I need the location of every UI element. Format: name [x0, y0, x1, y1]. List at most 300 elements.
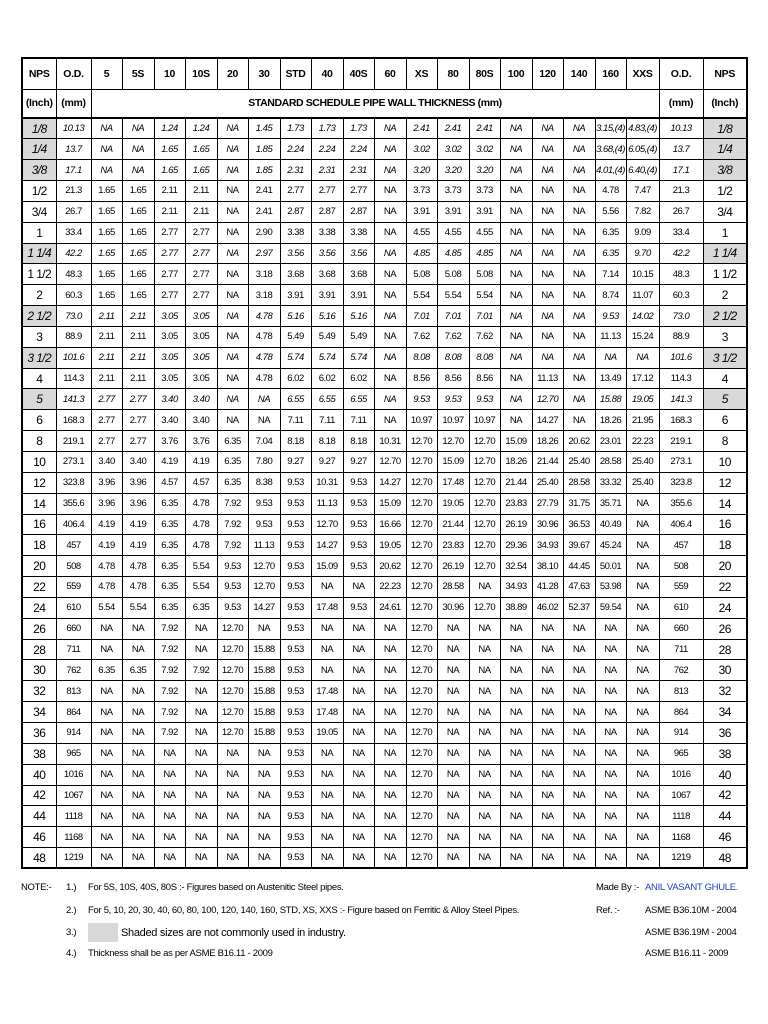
- table-cell: 3.68: [343, 264, 374, 285]
- table-cell: 1.65: [122, 264, 154, 285]
- nps-cell: 48: [703, 848, 747, 869]
- table-cell: 20.62: [563, 431, 595, 452]
- nps-cell: 38: [22, 743, 56, 764]
- table-cell: NA: [532, 118, 563, 139]
- table-cell: 5.08: [437, 264, 469, 285]
- table-cell: 9.53: [280, 577, 311, 598]
- table-cell: NA: [185, 785, 217, 806]
- table-cell: 12.70: [469, 431, 500, 452]
- nps-cell: 1/8: [703, 118, 747, 139]
- table-cell: 9.27: [280, 452, 311, 473]
- table-cell: 2.41: [248, 181, 280, 202]
- table-cell: NA: [91, 743, 122, 764]
- table-cell: NA: [217, 326, 248, 347]
- nps-cell: 38: [703, 743, 747, 764]
- table-cell: 28.58: [437, 577, 469, 598]
- table-cell: NA: [469, 618, 500, 639]
- table-cell: 3.20: [469, 160, 500, 181]
- table-cell: NA: [563, 618, 595, 639]
- nps-unit-left: (Inch): [22, 89, 56, 118]
- table-cell: NA: [248, 764, 280, 785]
- table-cell: 8.56: [437, 368, 469, 389]
- table-cell: 26.7: [56, 201, 91, 222]
- table-cell: NA: [563, 764, 595, 785]
- nps-cell: 36: [22, 722, 56, 743]
- made-by-label: Made By :-: [596, 882, 639, 893]
- table-cell: NA: [563, 806, 595, 827]
- table-cell: 355.6: [56, 493, 91, 514]
- nps-cell: 6: [22, 410, 56, 431]
- table-cell: 1.65: [185, 139, 217, 160]
- table-cell: NA: [91, 827, 122, 848]
- table-cell: NA: [626, 618, 659, 639]
- table-cell: NA: [217, 160, 248, 181]
- table-cell: 406.4: [659, 514, 703, 535]
- table-cell: NA: [626, 848, 659, 869]
- table-cell: 508: [56, 556, 91, 577]
- table-cell: NA: [311, 785, 343, 806]
- table-cell: 7.11: [343, 410, 374, 431]
- table-cell: 5.74: [343, 347, 374, 368]
- table-cell: NA: [217, 201, 248, 222]
- table-cell: 2.11: [122, 347, 154, 368]
- table-cell: 12.70: [406, 660, 437, 681]
- table-cell: 15.88: [248, 702, 280, 723]
- table-cell: 9.53: [280, 493, 311, 514]
- table-cell: NA: [626, 827, 659, 848]
- table-cell: 4.78: [91, 577, 122, 598]
- table-cell: 19.05: [311, 722, 343, 743]
- table-cell: 19.05: [626, 389, 659, 410]
- table-cell: 7.92: [154, 681, 185, 702]
- table-cell: 6.55: [343, 389, 374, 410]
- table-row: [22, 160, 747, 181]
- table-cell: 7.92: [185, 660, 217, 681]
- nps-cell: 16: [703, 514, 747, 535]
- table-cell: 762: [659, 660, 703, 681]
- table-cell: NA: [374, 139, 406, 160]
- table-cell: 33.4: [56, 222, 91, 243]
- table-cell: 5.56: [595, 201, 626, 222]
- table-cell: NA: [91, 160, 122, 181]
- table-cell: 2.77: [91, 410, 122, 431]
- table-cell: 2.77: [311, 181, 343, 202]
- table-cell: NA: [563, 827, 595, 848]
- table-cell: 11.13: [248, 535, 280, 556]
- table-cell: 2.87: [343, 201, 374, 222]
- nps-cell: 5: [703, 389, 747, 410]
- table-cell: 3.68: [311, 264, 343, 285]
- table-cell: 27.79: [532, 493, 563, 514]
- table-cell: 2.77: [280, 181, 311, 202]
- table-cell: NA: [563, 410, 595, 431]
- table-cell: 34.93: [532, 535, 563, 556]
- column-header: NPS: [22, 58, 56, 89]
- table-cell: NA: [532, 681, 563, 702]
- table-cell: NA: [532, 181, 563, 202]
- table-cell: 12.70: [406, 514, 437, 535]
- table-cell: 19.05: [437, 493, 469, 514]
- table-cell: 5.54: [185, 556, 217, 577]
- table-cell: NA: [469, 722, 500, 743]
- table-cell: NA: [532, 326, 563, 347]
- table-cell: 10.97: [469, 410, 500, 431]
- table-cell: 12.70: [469, 535, 500, 556]
- table-cell: 9.53: [280, 514, 311, 535]
- table-cell: 3.76: [185, 431, 217, 452]
- nps-cell: 12: [703, 472, 747, 493]
- table-cell: NA: [217, 368, 248, 389]
- table-cell: 3.02: [469, 139, 500, 160]
- table-cell: NA: [374, 764, 406, 785]
- table-cell: 25.40: [563, 452, 595, 473]
- table-row: [22, 556, 747, 577]
- table-cell: NA: [374, 201, 406, 222]
- table-cell: 12.70: [406, 681, 437, 702]
- nps-cell: 8: [22, 431, 56, 452]
- table-cell: 7.14: [595, 264, 626, 285]
- table-cell: NA: [374, 681, 406, 702]
- table-cell: 22.23: [626, 431, 659, 452]
- table-cell: NA: [563, 785, 595, 806]
- table-cell: 2.11: [122, 306, 154, 327]
- column-header: O.D.: [659, 58, 703, 89]
- table-cell: NA: [343, 618, 374, 639]
- table-cell: NA: [500, 764, 532, 785]
- table-cell: NA: [626, 535, 659, 556]
- nps-cell: 28: [22, 639, 56, 660]
- table-cell: 2.11: [185, 201, 217, 222]
- column-header: STD: [280, 58, 311, 89]
- table-cell: 11.07: [626, 285, 659, 306]
- table-cell: 3.05: [154, 306, 185, 327]
- table-cell: 4.78: [185, 535, 217, 556]
- table-cell: 2.77: [154, 264, 185, 285]
- nps-cell: 8: [703, 431, 747, 452]
- table-cell: NA: [185, 639, 217, 660]
- table-cell: 6.35: [595, 222, 626, 243]
- table-cell: 559: [659, 577, 703, 598]
- notes-label: NOTE:-: [21, 882, 52, 893]
- table-cell: 4.19: [91, 514, 122, 535]
- nps-cell: 22: [22, 577, 56, 598]
- table-cell: 3.15,(4): [595, 118, 626, 139]
- table-cell: 3.56: [311, 243, 343, 264]
- table-cell: NA: [469, 743, 500, 764]
- table-cell: 2.87: [280, 201, 311, 222]
- table-cell: 114.3: [659, 368, 703, 389]
- table-cell: NA: [500, 222, 532, 243]
- column-header: 160: [595, 58, 626, 89]
- table-cell: NA: [91, 702, 122, 723]
- table-cell: 15.88: [248, 722, 280, 743]
- table-cell: 4.78: [248, 347, 280, 368]
- nps-cell: 34: [22, 702, 56, 723]
- table-cell: NA: [217, 264, 248, 285]
- table-cell: 5.74: [311, 347, 343, 368]
- column-header: 5: [91, 58, 122, 89]
- column-header: 10: [154, 58, 185, 89]
- table-cell: NA: [500, 347, 532, 368]
- table-cell: 1067: [659, 785, 703, 806]
- table-cell: 20.62: [374, 556, 406, 577]
- table-cell: 4.19: [154, 452, 185, 473]
- table-cell: 2.41: [437, 118, 469, 139]
- table-cell: 16.66: [374, 514, 406, 535]
- table-cell: 9.53: [280, 806, 311, 827]
- table-cell: 9.53: [280, 618, 311, 639]
- table-cell: NA: [437, 660, 469, 681]
- table-cell: 12.70: [217, 639, 248, 660]
- nps-cell: 1: [22, 222, 56, 243]
- column-header: 30: [248, 58, 280, 89]
- table-cell: NA: [469, 681, 500, 702]
- table-cell: 10.97: [437, 410, 469, 431]
- table-cell: 12.70: [406, 764, 437, 785]
- table-cell: 3.96: [91, 472, 122, 493]
- table-cell: 3.96: [122, 493, 154, 514]
- table-cell: NA: [469, 577, 500, 598]
- column-header: 80S: [469, 58, 500, 89]
- table-cell: NA: [563, 326, 595, 347]
- table-cell: 13.49: [595, 368, 626, 389]
- table-cell: NA: [217, 785, 248, 806]
- table-cell: NA: [595, 764, 626, 785]
- table-cell: NA: [500, 306, 532, 327]
- table-cell: 9.53: [469, 389, 500, 410]
- table-cell: 2.11: [91, 368, 122, 389]
- table-cell: NA: [122, 139, 154, 160]
- table-cell: 25.40: [532, 472, 563, 493]
- table-cell: 5.49: [343, 326, 374, 347]
- table-cell: 10.31: [374, 431, 406, 452]
- note-number: 2.): [66, 905, 77, 916]
- table-cell: 7.92: [154, 639, 185, 660]
- table-cell: NA: [563, 848, 595, 869]
- table-cell: 4.19: [185, 452, 217, 473]
- note-number: 4.): [66, 948, 77, 959]
- table-row: [22, 306, 747, 327]
- table-cell: NA: [91, 139, 122, 160]
- table-cell: NA: [437, 785, 469, 806]
- table-cell: 7.47: [626, 181, 659, 202]
- table-cell: 3.18: [248, 285, 280, 306]
- table-cell: 17.12: [626, 368, 659, 389]
- nps-cell: 3/8: [22, 160, 56, 181]
- table-cell: 6.35: [154, 556, 185, 577]
- table-cell: 3.56: [343, 243, 374, 264]
- table-cell: NA: [217, 827, 248, 848]
- table-cell: 12.70: [374, 452, 406, 473]
- table-cell: 5.74: [280, 347, 311, 368]
- table-cell: 2.77: [91, 389, 122, 410]
- table-cell: 9.53: [343, 493, 374, 514]
- nps-cell: 1 1/2: [22, 264, 56, 285]
- table-cell: 48.3: [659, 264, 703, 285]
- table-cell: 101.6: [659, 347, 703, 368]
- table-cell: 25.40: [626, 452, 659, 473]
- table-row: [22, 181, 747, 202]
- table-cell: NA: [563, 389, 595, 410]
- table-row: [22, 326, 747, 347]
- table-row: [22, 472, 747, 493]
- table-cell: 2.77: [122, 410, 154, 431]
- table-cell: 4.83,(4): [626, 118, 659, 139]
- table-cell: 2.77: [185, 222, 217, 243]
- table-cell: 5.16: [311, 306, 343, 327]
- table-cell: 3.20: [437, 160, 469, 181]
- table-cell: 2.77: [154, 285, 185, 306]
- table-cell: 273.1: [56, 452, 91, 473]
- nps-cell: 1 1/4: [703, 243, 747, 264]
- table-cell: NA: [500, 389, 532, 410]
- table-cell: NA: [500, 201, 532, 222]
- table-cell: 3.73: [469, 181, 500, 202]
- nps-cell: 18: [22, 535, 56, 556]
- table-cell: 1.85: [248, 139, 280, 160]
- table-cell: NA: [437, 639, 469, 660]
- table-cell: 12.70: [406, 556, 437, 577]
- table-cell: 3.40: [91, 452, 122, 473]
- nps-cell: 12: [22, 472, 56, 493]
- table-cell: 25.40: [626, 472, 659, 493]
- table-cell: 1.65: [122, 222, 154, 243]
- table-cell: NA: [343, 660, 374, 681]
- table-cell: 12.70: [406, 618, 437, 639]
- table-cell: 15.24: [626, 326, 659, 347]
- table-cell: NA: [532, 264, 563, 285]
- table-cell: 101.6: [56, 347, 91, 368]
- table-cell: 73.0: [56, 306, 91, 327]
- table-cell: 1.65: [91, 264, 122, 285]
- table-cell: 17.48: [311, 597, 343, 618]
- table-cell: 2.11: [154, 201, 185, 222]
- nps-cell: 20: [22, 556, 56, 577]
- table-cell: 7.92: [154, 702, 185, 723]
- table-cell: NA: [217, 848, 248, 869]
- table-cell: 12.70: [311, 514, 343, 535]
- table-cell: NA: [563, 639, 595, 660]
- table-cell: NA: [626, 681, 659, 702]
- table-cell: NA: [343, 785, 374, 806]
- pipe-schedule-table: [21, 57, 748, 869]
- table-row: [22, 368, 747, 389]
- table-row: [22, 806, 747, 827]
- table-cell: NA: [532, 347, 563, 368]
- table-cell: NA: [217, 306, 248, 327]
- table-cell: 11.13: [595, 326, 626, 347]
- table-cell: NA: [374, 827, 406, 848]
- table-cell: 11.13: [311, 493, 343, 514]
- table-cell: 2.77: [154, 222, 185, 243]
- table-cell: NA: [248, 827, 280, 848]
- table-cell: NA: [532, 764, 563, 785]
- table-cell: 6.35: [154, 514, 185, 535]
- table-cell: NA: [122, 160, 154, 181]
- table-cell: 1.85: [248, 160, 280, 181]
- table-cell: 48.3: [56, 264, 91, 285]
- table-cell: 12.70: [469, 597, 500, 618]
- table-cell: 2.87: [311, 201, 343, 222]
- table-cell: 10.31: [311, 472, 343, 493]
- table-cell: 4.55: [406, 222, 437, 243]
- table-cell: NA: [248, 389, 280, 410]
- table-cell: 14.02: [626, 306, 659, 327]
- table-cell: 10.13: [56, 118, 91, 139]
- table-cell: NA: [595, 827, 626, 848]
- table-cell: 5.08: [406, 264, 437, 285]
- nps-cell: 1/2: [703, 181, 747, 202]
- table-cell: 1.65: [91, 243, 122, 264]
- table-cell: NA: [500, 660, 532, 681]
- table-cell: 9.53: [217, 577, 248, 598]
- table-cell: 2.31: [311, 160, 343, 181]
- table-cell: NA: [217, 243, 248, 264]
- nps-cell: 32: [22, 681, 56, 702]
- table-cell: 3.18: [248, 264, 280, 285]
- table-cell: 12.70: [217, 722, 248, 743]
- table-cell: 3.40: [154, 389, 185, 410]
- table-cell: NA: [563, 368, 595, 389]
- table-cell: 24.61: [374, 597, 406, 618]
- table-cell: NA: [311, 577, 343, 598]
- table-cell: 965: [56, 743, 91, 764]
- table-cell: 3.38: [311, 222, 343, 243]
- table-cell: 8.74: [595, 285, 626, 306]
- table-cell: 711: [56, 639, 91, 660]
- table-cell: NA: [122, 785, 154, 806]
- table-cell: NA: [374, 181, 406, 202]
- table-cell: NA: [563, 160, 595, 181]
- table-cell: 2.77: [185, 264, 217, 285]
- table-cell: 9.53: [280, 848, 311, 869]
- table-cell: 3.05: [185, 368, 217, 389]
- nps-cell: 1: [703, 222, 747, 243]
- table-cell: NA: [185, 764, 217, 785]
- table-cell: 6.35: [154, 597, 185, 618]
- table-cell: 9.53: [248, 493, 280, 514]
- table-cell: NA: [374, 347, 406, 368]
- table-cell: NA: [595, 639, 626, 660]
- table-cell: 39.67: [563, 535, 595, 556]
- table-cell: 610: [56, 597, 91, 618]
- table-cell: 8.38: [248, 472, 280, 493]
- table-cell: 10.13: [659, 118, 703, 139]
- nps-cell: 46: [703, 827, 747, 848]
- table-cell: 9.53: [343, 597, 374, 618]
- table-cell: 9.53: [280, 785, 311, 806]
- table-cell: 1219: [659, 848, 703, 869]
- table-cell: 141.3: [659, 389, 703, 410]
- table-cell: 323.8: [659, 472, 703, 493]
- table-cell: NA: [311, 848, 343, 869]
- table-cell: NA: [500, 243, 532, 264]
- table-cell: NA: [311, 827, 343, 848]
- table-cell: 19.05: [374, 535, 406, 556]
- table-cell: NA: [311, 618, 343, 639]
- table-cell: 8.56: [406, 368, 437, 389]
- nps-cell: 2 1/2: [703, 306, 747, 327]
- table-cell: NA: [595, 785, 626, 806]
- table-row: [22, 681, 747, 702]
- table-cell: NA: [500, 181, 532, 202]
- table-cell: 6.35: [595, 243, 626, 264]
- nps-cell: 4: [22, 368, 56, 389]
- table-cell: 14.27: [532, 410, 563, 431]
- table-cell: 1219: [56, 848, 91, 869]
- table-cell: NA: [500, 702, 532, 723]
- od-unit-right: (mm): [659, 89, 703, 118]
